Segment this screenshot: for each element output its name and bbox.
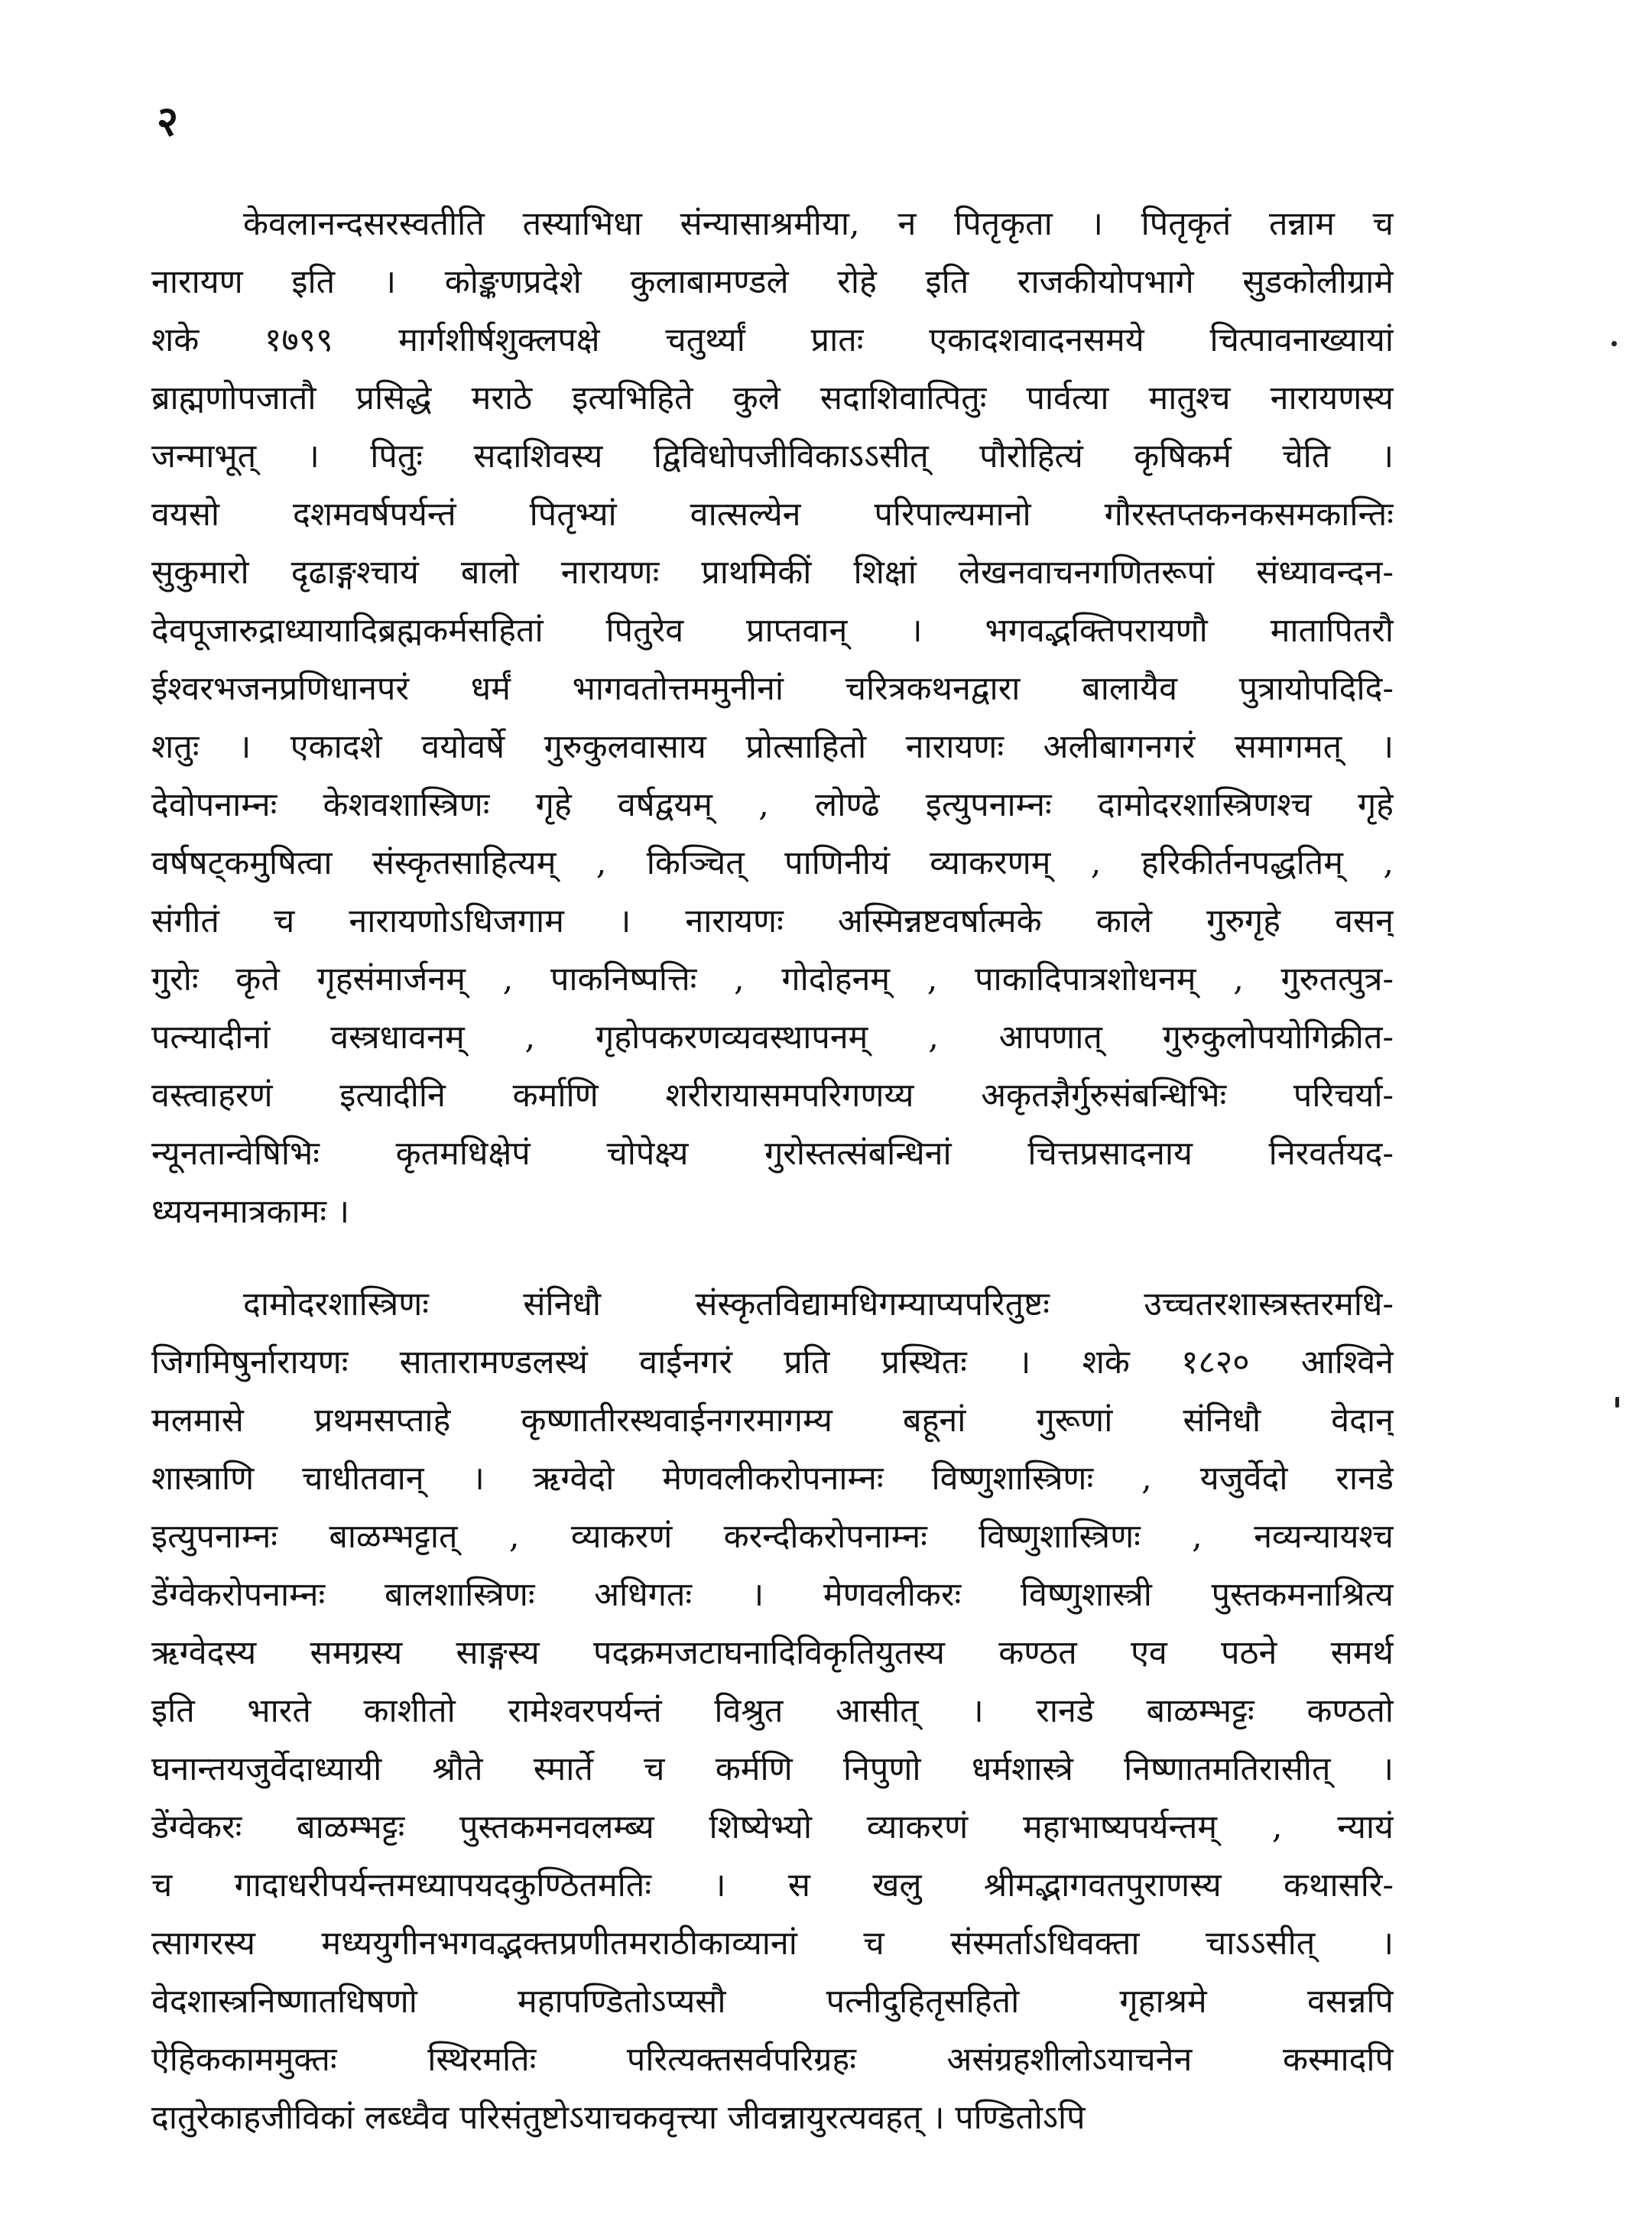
scan-speck (1615, 1397, 1619, 1408)
text-line: संगीतं च नारायणोऽधिजगाम । नारायणः अस्मिन्नष्टवर्षात्मके काले गुरुगृहे वसन् (151, 902, 1394, 940)
text-line: जन्माभूत् । पितुः सदाशिवस्य द्विविधोपजीविकाऽऽसीत् पौरोहित्यं कृषिकर्म चेति । (151, 437, 1394, 476)
text-line: घनान्तयजुर्वेदाध्यायी श्रौते स्मार्ते च कर्मणि निपुणो धर्मशास्त्रे निष्णातमतिरासीत् । (151, 1750, 1394, 1788)
text-line: मलमासे प्रथमसप्ताहे कृष्णातीरस्थवाईनगरमागम्य बहूनां गुरूणां संनिधौ वेदान् (151, 1401, 1394, 1440)
text-line: शास्त्राणि चाधीतवान् । ऋग्वेदो मेणवलीकरोपनाम्नः विष्णुशास्त्रिणः , यजुर्वेदो रानडे (151, 1460, 1394, 1498)
text-line: वर्षषट्कमुषित्वा संस्कृतसाहित्यम् , किञ्चित् पाणिनीयं व्याकरणम् , हरिकीर्तनपद्धतिम् , (151, 844, 1394, 882)
text-line: दामोदरशास्त्रिणः संनिधौ संस्कृतविद्यामधिगम्याप्यपरितुष्टः उच्चतरशास्त्रस्तरमधि- (243, 1285, 1394, 1323)
text-line: वेदशास्त्रनिष्णातधिषणो महापण्डितोऽप्यसौ पत्नीदुहितृसहितो गृहाश्रमे वसन्नपि (151, 1983, 1394, 2021)
text-line: वस्त्वाहरणं इत्यादीनि कर्माणि शरीरायासमपरिगणय्य अकृतज्ञैर्गुरुसंबन्धिभिः परिचर्या- (151, 1077, 1394, 1115)
text-line: देवपूजारुद्राध्यायादिब्रह्मकर्मसहितां पितुरेव प्राप्तवान् । भगवद्भक्तिपरायणौ मातापितरौ (151, 612, 1394, 650)
paragraph-2 (151, 1275, 1394, 2147)
text-line: केवलानन्दसरस्वतीति तस्याभिधा संन्यासाश्रमीया, न पितृकृता । पितृकृतं तन्नाम च (243, 205, 1394, 243)
page-number: २ (157, 96, 179, 145)
text-line: इति भारते काशीतो रामेश्वरपर्यन्तं विश्रुत आसीत् । रानडे बाळम्भट्टः कण्ठतो (151, 1692, 1394, 1730)
text-line: पत्न्यादीनां वस्त्रधावनम् , गृहोपकरणव्यवस्थापनम् , आपणात् गुरुकुलोपयोगिक्रीत- (151, 1018, 1394, 1057)
scan-speck (1611, 341, 1617, 346)
text-line: डेंग्वेकरोपनाम्नः बालशास्त्रिणः अधिगतः । मेणवलीकरः विष्णुशास्त्री पुस्तकमनाश्रित्य (151, 1576, 1394, 1614)
text-line: सुकुमारो दृढाङ्गश्चायं बालो नारायणः प्राथमिकीं शिक्षां लेखनवाचनगणितरूपां संध्यावन्दन- (151, 554, 1394, 592)
text-line: ऐहिककाममुक्तः स्थिरमतिः परित्यक्तसर्वपरिग्रहः असंग्रहशीलोऽयाचनेन कस्मादपि (151, 2041, 1394, 2079)
text-line: गुरोः कृते गृहसंमार्जनम् , पाकनिष्पत्तिः , गोदोहनम् , पाकादिपात्रशोधनम् , गुरुतत्पुत्र- (151, 960, 1394, 999)
text-line: जिगमिषुर्नारायणः सातारामण्डलस्थं वाईनगरं प्रति प्रस्थितः । शके १८२० आश्विने (151, 1343, 1394, 1382)
text-line: त्सागरस्य मध्ययुगीनभगवद्भक्तप्रणीतमराठीकाव्यानां च संस्मर्ताऽधिवक्ता चाऽऽसीत् । (151, 1924, 1394, 1963)
text-line: ईश्वरभजनप्रणिधानपरं धर्मं भागवतोत्तममुनीनां चरित्रकथनद्वारा बालायैव पुत्रायोपदिदि- (151, 670, 1394, 708)
text-line: इत्युपनाम्नः बाळम्भट्टात् , व्याकरणं करन्दीकरोपनाम्नः विष्णुशास्त्रिणः , नव्यन्यायश्च (151, 1518, 1394, 1556)
text-line: वयसो दशमवर्षपर्यन्तं पितृभ्यां वात्सल्येन परिपाल्यमानो गौरस्तप्तकनकसमकान्तिः (151, 495, 1394, 534)
text-line: शतुः । एकादशे वयोवर्षे गुरुकुलवासाय प्रोत्साहितो नारायणः अलीबागनगरं समागमत् । (151, 728, 1394, 766)
text-line: ब्राह्मणोपजातौ प्रसिद्धे मराठे इत्यभिहिते कुले सदाशिवात्पितुः पार्वत्या मातुश्च नारायणस्य (151, 379, 1394, 417)
text-line: शके १७९९ मार्गशीर्षशुक्लपक्षे चतुर्थ्यां प्रातः एकादशवादनसमये चित्पावनाख्यायां (151, 321, 1394, 359)
text-line: देवोपनाम्नः केशवशास्त्रिणः गृहे वर्षद्वयम् , लोण्ढे इत्युपनाम्नः दामोदरशास्त्रिणश्च गृहे (151, 786, 1394, 824)
text-line: ऋग्वेदस्य समग्रस्य साङ्गस्य पदक्रमजटाघनादिविकृतियुतस्य कण्ठत एव पठने समर्थ (151, 1634, 1394, 1672)
text-line: डेंग्वेकरः बाळम्भट्टः पुस्तकमनवलम्ब्य शिष्येभ्यो व्याकरणं महाभाष्यपर्यन्तम् , न्यायं (151, 1808, 1394, 1846)
text-line: नारायण इति । कोङ्कणप्रदेशे कुलाबामण्डले रोहे इति राजकीयोपभागे सुडकोलीग्रामे (151, 263, 1394, 301)
text-line: ध्ययनमात्रकामः । (151, 1193, 350, 1231)
text-line: न्यूनतान्वेषिभिः कृतमधिक्षेपं चोपेक्ष्य गुरोस्तत्संबन्धिनां चित्तप्रसादनाय निरवर्तयद- (151, 1135, 1394, 1173)
text-line: च गादाधरीपर्यन्तमध्यापयदकुण्ठितमतिः । स खलु श्रीमद्भागवतपुराणस्य कथासरि- (151, 1866, 1394, 1905)
text-line: दातुरेकाहजीविकां लब्ध्वैव परिसंतुष्टोऽयाचकवृत्त्या जीवन्नायुरत्यवहत् । पण्डितोऽपि (151, 2099, 1086, 2137)
paragraph-1 (151, 195, 1394, 1241)
